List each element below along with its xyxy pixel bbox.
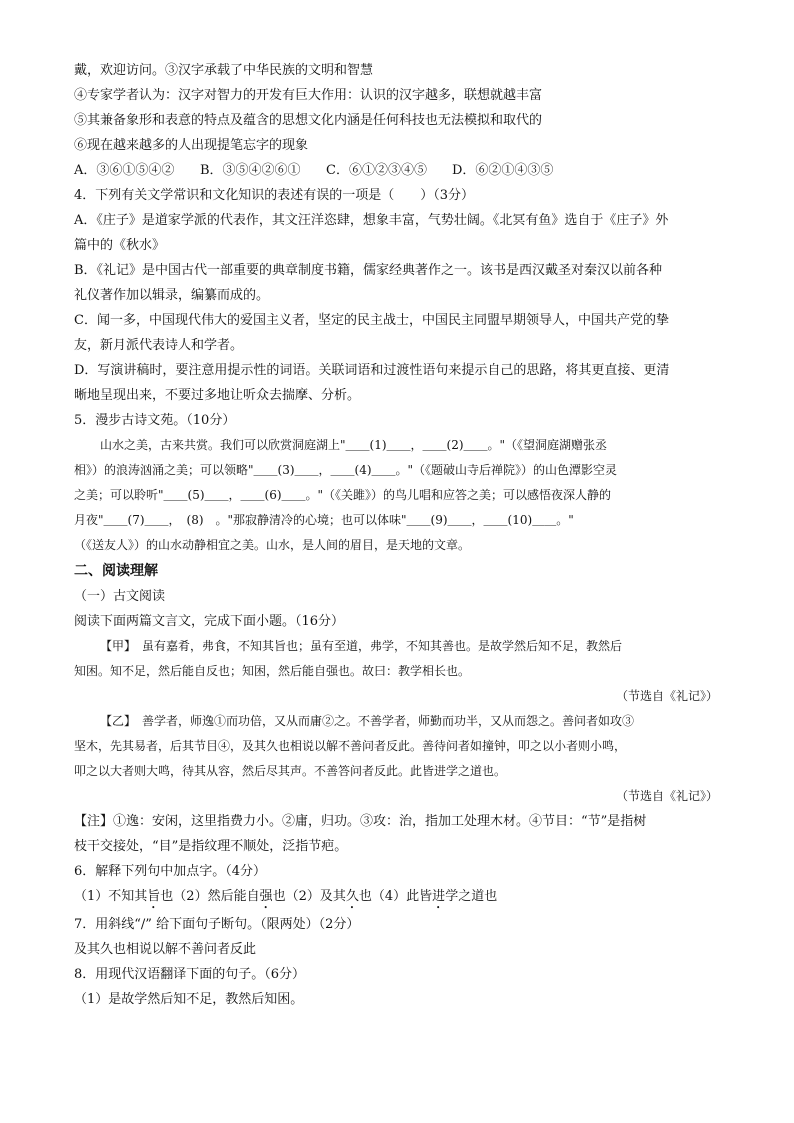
reading-intro: 阅读下面两篇文言文，完成下面小题。（16分） bbox=[74, 614, 345, 629]
dotted-char: 进 bbox=[432, 889, 446, 904]
q4-option-d-line2: 晰地呈现出来，不要过多地让听众去揣摩、分析。 bbox=[74, 388, 361, 403]
q4-option-c-line1: C．闻一多，中国现代伟大的爱国主义者，坚定的民主战士，中国民主同盟早期领导人，中国共产党的挚 bbox=[74, 313, 669, 328]
q4-option-a-line1: A．《庄子》是道家学派的代表作，其文汪洋恣肆，想象丰富，气势壮阔。《北冥有鱼》选自于《庄子》外 bbox=[74, 213, 669, 228]
option-a: A．③⑥①⑤④② bbox=[74, 163, 175, 178]
passage-yi: 叩之以大者则大鸣，待其从容，然后尽其声。不善答问者反此。此皆进学之道也。 bbox=[74, 764, 507, 778]
q5-line: 之美；可以聆听"＿＿(5)＿＿，＿＿(6)＿＿。"（《关雎》）的鸟儿唱和应答之美；可以感悟夜深人静的 bbox=[74, 488, 612, 502]
q6-text: 也（2）然后能自 bbox=[160, 889, 260, 904]
q4-option-b-line1: B．《礼记》是中国古代一部重要的典章制度书籍，儒家经典著作之一。该书是西汉戴圣对秦汉以前各种 bbox=[74, 263, 663, 278]
option-d: D．⑥②①④③⑤ bbox=[452, 163, 554, 178]
passage-yi: 【乙】 善学者，师逸①而功倍，又从而庸②之。不善学者，师勤而功半，又从而怨之。善问者如攻③ bbox=[100, 714, 635, 728]
q6-text: 也（2）及其 bbox=[272, 889, 346, 904]
q5-line: 山水之美，古来共赏。我们可以欣赏洞庭湖上"＿＿(1)＿＿，＿＿(2)＿＿。"（《望洞庭湖赠张丞 bbox=[100, 438, 608, 452]
q4-option-a-line2: 篇中的《秋水》 bbox=[74, 238, 166, 253]
q6-text: 也（4）此皆 bbox=[358, 889, 433, 904]
option-b: B．③⑤④②⑥① bbox=[200, 163, 301, 178]
document-page bbox=[74, 58, 722, 1012]
section-heading: 二、阅读理解 bbox=[74, 563, 158, 579]
text-line: ⑥现在越来越多的人出现提笔忘字的现象 bbox=[74, 138, 309, 153]
q4-option-d-line1: D．写演讲稿时，要注意用提示性的词语。关联词语和过渡性语句来提示自己的思路，将其更直接、更清 bbox=[74, 363, 670, 378]
dotted-char: 强 bbox=[259, 889, 273, 904]
passage-source: （节选自《礼记》） bbox=[615, 789, 718, 803]
q6-text: （1）不知其 bbox=[74, 889, 148, 904]
annotation: 枝干交接处，“目”是指纹理不顺处，泛指节疤。 bbox=[74, 839, 348, 854]
text-line: ④专家学者认为：汉字对智力的开发有巨大作用：认识的汉字越多，联想就越丰富 bbox=[74, 88, 543, 103]
q6-stem: 6．解释下列句中加点字。（4分） bbox=[74, 864, 267, 879]
q4-stem: 4．下列有关文学常识和文化知识的表述有误的一项是（ ）（3分） bbox=[74, 188, 475, 203]
q5-line: 月夜"＿＿(7)＿＿， (8) 。"那寂静清冷的心境；也可以体味"＿＿(9)＿＿，＿＿(10)＿＿。" bbox=[74, 513, 574, 527]
passage-jia: 【甲】 虽有嘉肴，弗食，不知其旨也；虽有至道，弗学，不知其善也。是故学然后知不足，教然后 bbox=[100, 639, 623, 653]
q6-items bbox=[74, 884, 722, 912]
text-line: 戴，欢迎访问。③汉字承载了中华民族的文明和智慧 bbox=[74, 63, 374, 78]
q6-text: 学之道也 bbox=[445, 889, 498, 904]
q5-stem: 5．漫步古诗文苑。（10分） bbox=[74, 413, 236, 428]
q4-option-c-line2: 友，新月派代表诗人和学者。 bbox=[74, 338, 244, 353]
text-line: ⑤其兼备象形和表意的特点及蕴含的思想文化内涵是任何科技也无法模拟和取代的 bbox=[74, 113, 543, 128]
option-c: C．⑥①②③④⑤ bbox=[326, 163, 427, 178]
dotted-char: 旨 bbox=[147, 889, 161, 904]
q3-options bbox=[74, 158, 722, 183]
dotted-char: 久 bbox=[345, 889, 359, 904]
q7-stem: 7．用斜线“/” 给下面句子断句。（限两处）（2分） bbox=[74, 917, 360, 932]
passage-source: （节选自《礼记》） bbox=[615, 689, 718, 703]
q8-stem: 8．用现代汉语翻译下面的句子。（6分） bbox=[74, 967, 306, 982]
passage-yi: 坚木，先其易者，后其节目④，及其久也相说以解不善问者反此。善待问者如撞钟，叩之以小者则小鸣， bbox=[74, 739, 627, 753]
q5-line: （《送友人》）的山水动静相宜之美。山水，是人间的眉目，是天地的文章。 bbox=[74, 538, 471, 552]
subsection-heading: （一）古文阅读 bbox=[74, 589, 166, 604]
q4-option-b-line2: 礼仪著作加以辑录，编纂而成的。 bbox=[74, 288, 270, 303]
q8-item: （1）是故学然后知不足，教然后知困。 bbox=[74, 992, 304, 1007]
passage-jia: 知困。知不足，然后能自反也；知困，然后能自强也。故曰：教学相长也。 bbox=[74, 664, 471, 678]
q5-line: 相》）的浪涛汹涌之美；可以领略"＿＿(3)＿＿，＿＿(4)＿＿。"（《题破山寺后禅院》）的山色潭影空灵 bbox=[74, 463, 618, 477]
q7-sentence: 及其久也相说以解不善问者反此 bbox=[74, 942, 257, 957]
annotation: 【注】①逸：安闲，这里指费力小。②庸，归功。③攻：治，指加工处理木材。④节目：“节”是指树 bbox=[74, 814, 647, 829]
